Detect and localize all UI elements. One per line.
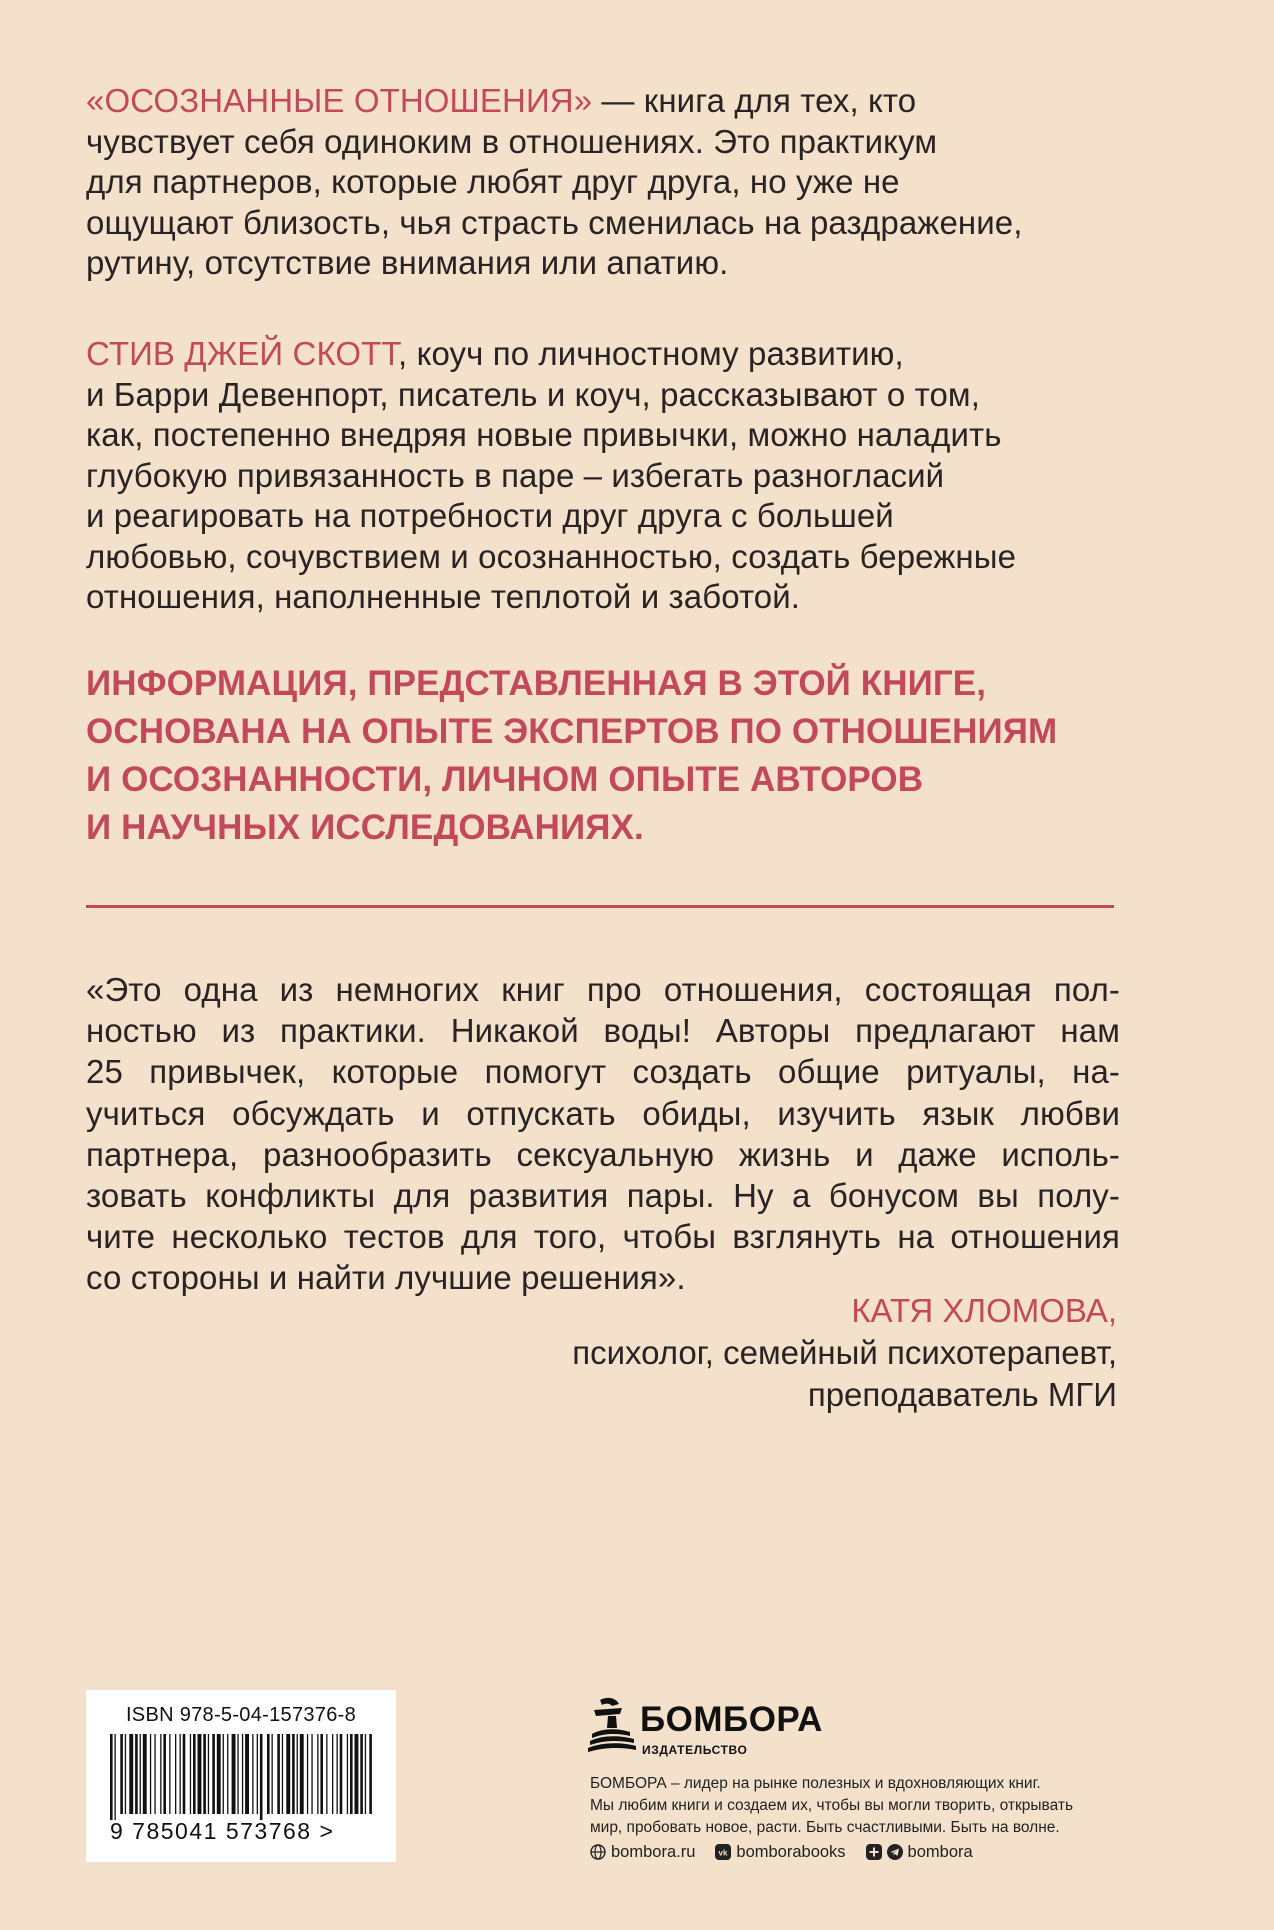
barcode-bar <box>175 1734 176 1814</box>
publisher-subtitle: ИЗДАТЕЛЬСТВО <box>642 1743 748 1757</box>
quote-line: учиться обсуждать и отпускать обиды, изучить язык любви <box>86 1094 1120 1132</box>
barcode-bar <box>203 1734 206 1814</box>
barcode-bar <box>115 1734 116 1820</box>
barcode-bar <box>267 1734 270 1814</box>
authors-line: и Барри Девенпорт, писатель и коуч, рассказывают о том, <box>86 375 980 413</box>
barcode-bar <box>129 1734 133 1814</box>
barcode-bar <box>140 1734 141 1814</box>
barcode-bar <box>212 1734 215 1814</box>
intro-paragraph <box>86 81 1126 284</box>
quote-line: со стороны и найти лучшие решения». <box>86 1259 686 1297</box>
barcode-bar <box>317 1734 318 1814</box>
barcode-bar <box>180 1734 181 1814</box>
authors-line: СТИВ ДЖЕЙ СКОТТ, коуч по личностному развитию, <box>86 335 904 372</box>
publisher-line: БОМБОРА – лидер на рынке полезных и вдохновляющих книг. <box>590 1775 1041 1792</box>
quote-line: «Это одна из немногих книг про отношения, состоящая пол- <box>86 971 1120 1008</box>
barcode-bar <box>272 1734 273 1814</box>
barcode-bar <box>190 1734 191 1814</box>
barcode-bar <box>193 1734 196 1814</box>
barcode-bar <box>365 1734 366 1814</box>
plus-icon <box>866 1844 882 1860</box>
authors-line: отношения, наполненные теплотой и заботой. <box>86 578 801 615</box>
publisher-name: БОМБОРА <box>640 1700 823 1739</box>
authors-line: как, постепенно внедряя новые привычки, можно наладить <box>86 416 1002 453</box>
website-link[interactable]: bombora.ru <box>590 1843 695 1862</box>
intro-line: ощущают близость, чья страсть сменилась на раздражение, <box>86 203 1023 241</box>
barcode-bar <box>208 1734 209 1814</box>
barcode-bar <box>355 1734 359 1814</box>
intro-line: рутину, отсутствие внимания или апатию. <box>86 244 729 281</box>
barcode-bar <box>286 1734 290 1814</box>
barcode-bar <box>242 1734 243 1814</box>
authors-paragraph <box>86 334 1126 618</box>
barcode-bar <box>120 1734 123 1814</box>
barcode-bar <box>282 1734 283 1814</box>
publisher-links <box>590 1840 993 1864</box>
bombora-logo-icon <box>586 1694 638 1756</box>
barcode-bar <box>198 1734 202 1814</box>
barcode-bar <box>232 1734 236 1814</box>
author-name-accent: СТИВ ДЖЕЙ СКОТТ <box>86 335 399 372</box>
publisher-line: мир, пробовать новое, расти. Быть счастливыми. Быть на волне. <box>590 1819 1060 1836</box>
barcode-bar <box>227 1734 228 1814</box>
barcode-bar <box>307 1734 308 1814</box>
social-link[interactable]: bombora <box>866 1843 973 1862</box>
intro-line: «ОСОЗНАННЫЕ ОТНОШЕНИЯ» — книга для тех, кто <box>86 82 917 119</box>
barcode-bar <box>160 1734 161 1814</box>
barcode-bar <box>150 1734 151 1814</box>
barcode-bar <box>332 1734 333 1814</box>
barcode-bar <box>245 1734 249 1814</box>
vk-link[interactable]: vk bomborabooks <box>715 1843 845 1862</box>
barcode-bar <box>110 1734 113 1820</box>
barcode-bar <box>260 1734 263 1820</box>
barcode-bar <box>337 1734 338 1814</box>
quote-author-role: психолог, семейный психотерапевт, <box>572 1334 1117 1371</box>
barcode-bar <box>125 1734 126 1814</box>
barcode-bar <box>223 1734 224 1814</box>
intro-line: чувствует себя одиноким в отношениях. Это практикум <box>86 122 938 160</box>
quote-line: 25 привычек, которые помогут создать общие ритуалы, на- <box>86 1053 1120 1091</box>
barcode-bar <box>183 1734 186 1814</box>
quote-author-role: преподаватель МГИ <box>807 1376 1117 1413</box>
quote-line: партнера, разнообразить сексуальную жизнь и даже исполь- <box>86 1135 1120 1173</box>
vk-icon <box>715 1844 731 1860</box>
barcode-bar <box>143 1734 147 1814</box>
svg-text:vk: vk <box>718 1848 728 1858</box>
quote-line: чите несколько тестов для того, чтобы взглянуть на отношения <box>86 1218 1120 1256</box>
section-divider <box>86 905 1114 908</box>
highlight-statement <box>86 660 1126 852</box>
barcode-bar <box>257 1734 258 1814</box>
isbn-number: ISBN 978-5-04-157376-8 <box>125 1704 357 1726</box>
publisher-description <box>590 1773 1110 1839</box>
barcode-bar <box>300 1734 304 1814</box>
highlight-line: И ОСОЗНАННОСТИ, ЛИЧНОМ ОПЫТЕ АВТОРОВ <box>86 760 924 799</box>
intro-line: для партнеров, которые любят друг друга, но уже не <box>86 163 900 200</box>
globe-icon <box>590 1844 606 1860</box>
barcode-bar <box>169 1734 170 1814</box>
barcode-bar <box>292 1734 295 1814</box>
barcode-bar <box>350 1734 353 1814</box>
barcode-bar <box>326 1734 327 1814</box>
barcode-bar <box>154 1734 155 1814</box>
barcode-digits: 9 785041 573768 > <box>110 1818 335 1844</box>
telegram-icon <box>887 1844 903 1860</box>
quote-line: ностью из практики. Никакой воды! Авторы предлагают нам <box>86 1012 1120 1050</box>
review-quote <box>86 969 1120 1299</box>
isbn-barcode <box>86 1690 396 1862</box>
barcode-bar <box>135 1734 138 1814</box>
barcode-bar <box>277 1734 280 1814</box>
barcode-bar <box>163 1734 166 1814</box>
authors-line: и реагировать на потребности друг друга с большей <box>86 497 894 534</box>
barcode-bar <box>347 1734 348 1814</box>
barcode-bar <box>297 1734 298 1814</box>
highlight-line: И НАУЧНЫХ ИССЛЕДОВАНИЯХ. <box>86 808 644 847</box>
barcode-bar <box>360 1734 363 1814</box>
book-title-accent: «ОСОЗНАННЫЕ ОТНОШЕНИЯ» <box>86 82 593 119</box>
barcode-bar <box>369 1734 372 1814</box>
highlight-line: ОСНОВАНА НА ОПЫТЕ ЭКСПЕРТОВ ПО ОТНОШЕНИЯМ <box>86 712 1058 751</box>
authors-line: любовью, сочувствием и осознанностью, создать бережные <box>86 537 1017 575</box>
barcode-bar <box>217 1734 221 1814</box>
barcode-bars-icon <box>108 1734 374 1820</box>
publisher-line: Мы любим книги и создаем их, чтобы вы могли творить, открывать <box>590 1797 1074 1814</box>
barcode-bar <box>237 1734 238 1814</box>
authors-line: глубокую привязанность в паре – избегать разногласий <box>86 456 945 494</box>
barcode-bar <box>320 1734 323 1814</box>
highlight-line: ИНФОРМАЦИЯ, ПРЕДСТАВЛЕННАЯ В ЭТОЙ КНИГЕ, <box>86 664 987 703</box>
quote-line: зовать конфликты для развития пары. Ну а бонусом вы полу- <box>86 1177 1120 1215</box>
quote-author-name: КАТЯ ХЛОМОВА, <box>851 1292 1117 1329</box>
barcode-bar <box>311 1734 312 1814</box>
barcode-bar <box>252 1734 253 1814</box>
barcode-bar <box>340 1734 343 1814</box>
